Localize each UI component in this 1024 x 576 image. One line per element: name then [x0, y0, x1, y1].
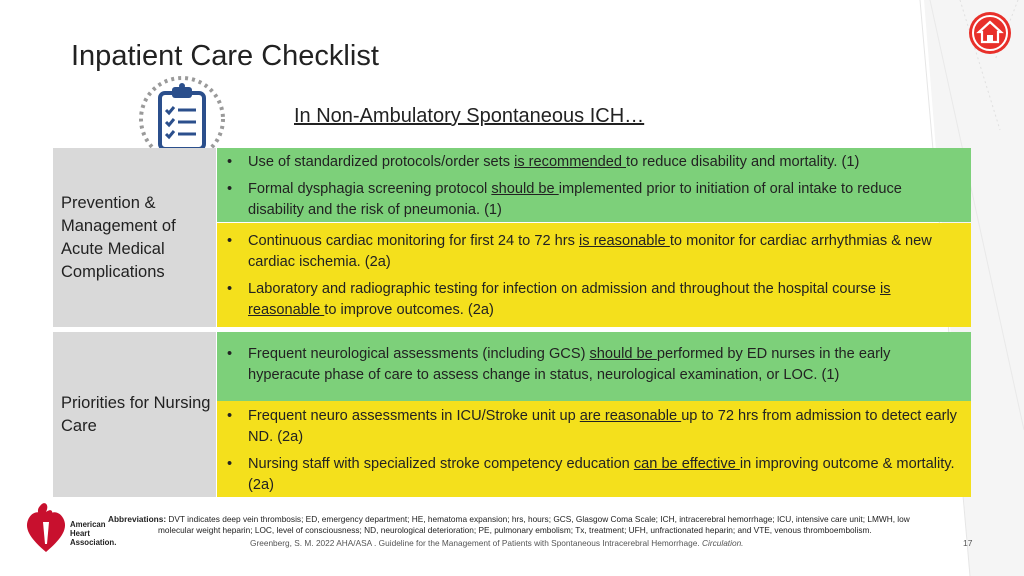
strong-recommendation-cell: [217, 332, 971, 401]
list-item: • Continuous cardiac monitoring for first 24 to 72 hrs is reasonable to monitor for cardiac arrhythmias & new cardiac ischemia. (2a): [224, 231, 961, 273]
list-item: • Frequent neurological assessments (including GCS) should be performed by ED nurses in the early hyperacute phase of care to assess change in status, neurological examination, or LOC. (1): [224, 344, 961, 386]
page-title: Inpatient Care Checklist: [71, 40, 379, 72]
list-item: • Formal dysphagia screening protocol should be implemented prior to initiation of oral intake to reduce disability and the risk of pneumonia. (1): [224, 179, 961, 221]
abbreviations: Abbreviations: DVT indicates deep vein thrombosis; ED, emergency department; HE, hematoma expansion; hrs, hours; GCS, Glasgow Coma Scale; ICH, intracerebral hemorrhage; ICU, intensive care unit; LMWH, low molecular weight heparin; LOC, level of consciousness; ND, neurological deterioration; PE, pulmonary embolism; Tx, treatment; UFH, unfractionated heparin; and VTE, venous thromboembolism.: [108, 514, 910, 535]
subtitle: In Non-Ambulatory Spontaneous ICH…: [294, 105, 645, 127]
moderate-recommendation-cell: [217, 223, 971, 327]
citation: Greenberg, S. M. 2022 AHA/ASA . Guideline for the Management of Patients with Spontaneous Intracerebral Hemorrhage. Circulation.: [250, 538, 744, 548]
home-icon[interactable]: [967, 10, 1013, 56]
strong-recommendation-cell: [217, 148, 971, 222]
list-item: • Use of standardized protocols/order sets is recommended to reduce disability and mortality. (1): [224, 152, 961, 173]
row-label-text: Prevention & Management of Acute Medical Complications: [61, 193, 176, 281]
list-item: • Laboratory and radiographic testing for infection on admission and throughout the hospital course is reasonable to improve outcomes. (2a): [224, 279, 961, 321]
row-label-prevention: [53, 148, 216, 327]
list-item: • Frequent neuro assessments in ICU/Stroke unit up are reasonable up to 72 hrs from admission to detect early ND. (2a): [224, 406, 961, 448]
row-label-nursing: [53, 332, 216, 497]
moderate-recommendation-cell: [217, 401, 971, 497]
row-label-text: Priorities for Nursing Care: [61, 393, 211, 435]
list-item: • Nursing staff with specialized stroke competency education can be effective in improving outcome & mortality. (2a): [224, 454, 961, 496]
page-number: 17: [963, 538, 973, 548]
aha-logo-text: American Heart Association.: [70, 520, 117, 547]
